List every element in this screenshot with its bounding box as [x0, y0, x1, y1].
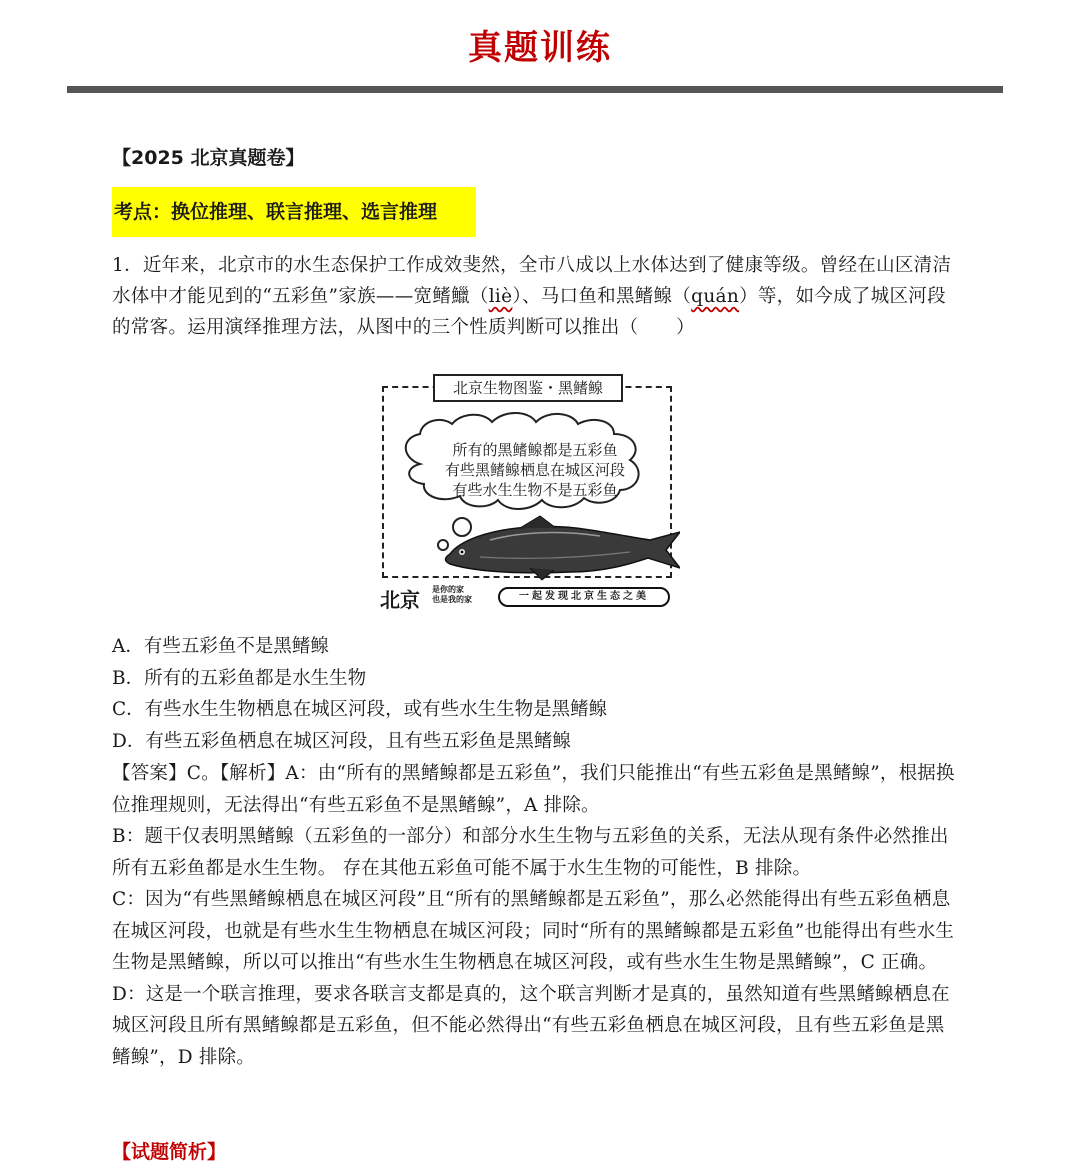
answer-analysis: [112, 758, 960, 1073]
figure-footer: [380, 582, 680, 612]
brief-analysis-tag: 【试题简析】: [112, 1141, 227, 1163]
footer-city: 北京: [380, 588, 420, 612]
topic-highlight: [112, 187, 476, 237]
topic-text: 考点：换位推理、联言推理、选言推理: [114, 201, 438, 223]
statement-2: 有些黑鳍鳈栖息在城区河段: [444, 461, 625, 479]
stem-part-1: 近年来，北京市的水生态保护工作成效斐然，全市八成以上水体达到了健康等级。曾经在山区清洁水体中才能见到的“五彩鱼”家族——宽鳍鱲（: [112, 255, 952, 307]
pinyin-quan: quán: [691, 286, 740, 307]
analysis-d: D：这是一个联言推理，要求各联言支都是真的，这个联言判断才是真的，虽然知道有些黑鳍鳈栖息在城区河段且所有黑鳍鳈都是五彩鱼，但不能必然得出“有些五彩鱼栖息在城区河段，且有些五彩鱼是黑鳍鳈”，D 排除。: [112, 983, 950, 1068]
exam-source: 【2025 北京真题卷】: [112, 147, 305, 169]
question-number: 1．: [112, 255, 143, 276]
fish-illustration: [446, 516, 681, 580]
footer-tagline-2: 也是我的家: [432, 595, 472, 604]
title-divider: [67, 86, 1003, 93]
analysis-b: B：题干仅表明黑鳍鳈（五彩鱼的一部分）和部分水生生物与五彩鱼的关系，无法从现有条件必然推出所有五彩鱼都是水生生物。 存在其他五彩鱼可能不属于水生生物的可能性，B 排除。: [112, 826, 949, 879]
thought-bubble-small: [438, 540, 448, 550]
option-a: A．有些五彩鱼不是黑鳍鳈: [112, 636, 329, 657]
figure-header: 北京生物图鉴・黑鳍鳈: [433, 374, 623, 402]
footer-tagline-1: 是你的家: [432, 585, 464, 594]
analysis-c: C：因为“有些黑鳍鳈栖息在城区河段”且“所有的黑鳍鳈都是五彩鱼”，那么必然能得出有些五彩鱼栖息在城区河段，也就是有些水生生物栖息在城区河段；同时“所有的黑鳍鳈都是五彩鱼”也能得出有些水生生物是黑鳍鳈，所以可以推出“有些水生生物栖息在城区河段，或有些水生生物是黑鳍鳈”，C 正确。: [112, 889, 955, 973]
stem-part-3: ）等，如今成了城区河段的常客。运用演绎推理方法，从图中的三个性质判断可以推出（ ）: [112, 286, 946, 338]
option-c: C．有些水生生物栖息在城区河段，或有些水生生物是黑鳍鳈: [112, 699, 608, 720]
option-b: B．所有的五彩鱼都是水生生物: [112, 667, 367, 689]
footer-slogan: 一起发现北京生态之美: [498, 587, 670, 607]
statement-3: 有些水生生物不是五彩鱼: [452, 481, 618, 499]
cloud-statements: [410, 440, 660, 500]
options-list: [112, 631, 960, 757]
question-stem: [112, 250, 960, 343]
option-d: D．有些五彩鱼栖息在城区河段，且有些五彩鱼是黑鳍鳈: [112, 730, 571, 752]
pinyin-lie: liè: [488, 286, 513, 307]
statement-1: 所有的黑鳍鳈都是五彩鱼: [452, 441, 618, 459]
footer-tagline: [432, 585, 472, 605]
thought-bubble-large: [453, 518, 471, 536]
stem-part-2: ）、马口鱼和黑鳍鳈（: [512, 286, 692, 307]
analysis-a: 【答案】C。【解析】A：由“所有的黑鳍鳈都是五彩鱼”，我们只能推出“有些五彩鱼是黑鳍鳈”，根据换位推理规则，无法得出“有些五彩鱼不是黑鳍鳈”，A 排除。: [112, 763, 955, 816]
illustration: [380, 372, 680, 612]
page-title: 真题训练: [468, 28, 612, 68]
